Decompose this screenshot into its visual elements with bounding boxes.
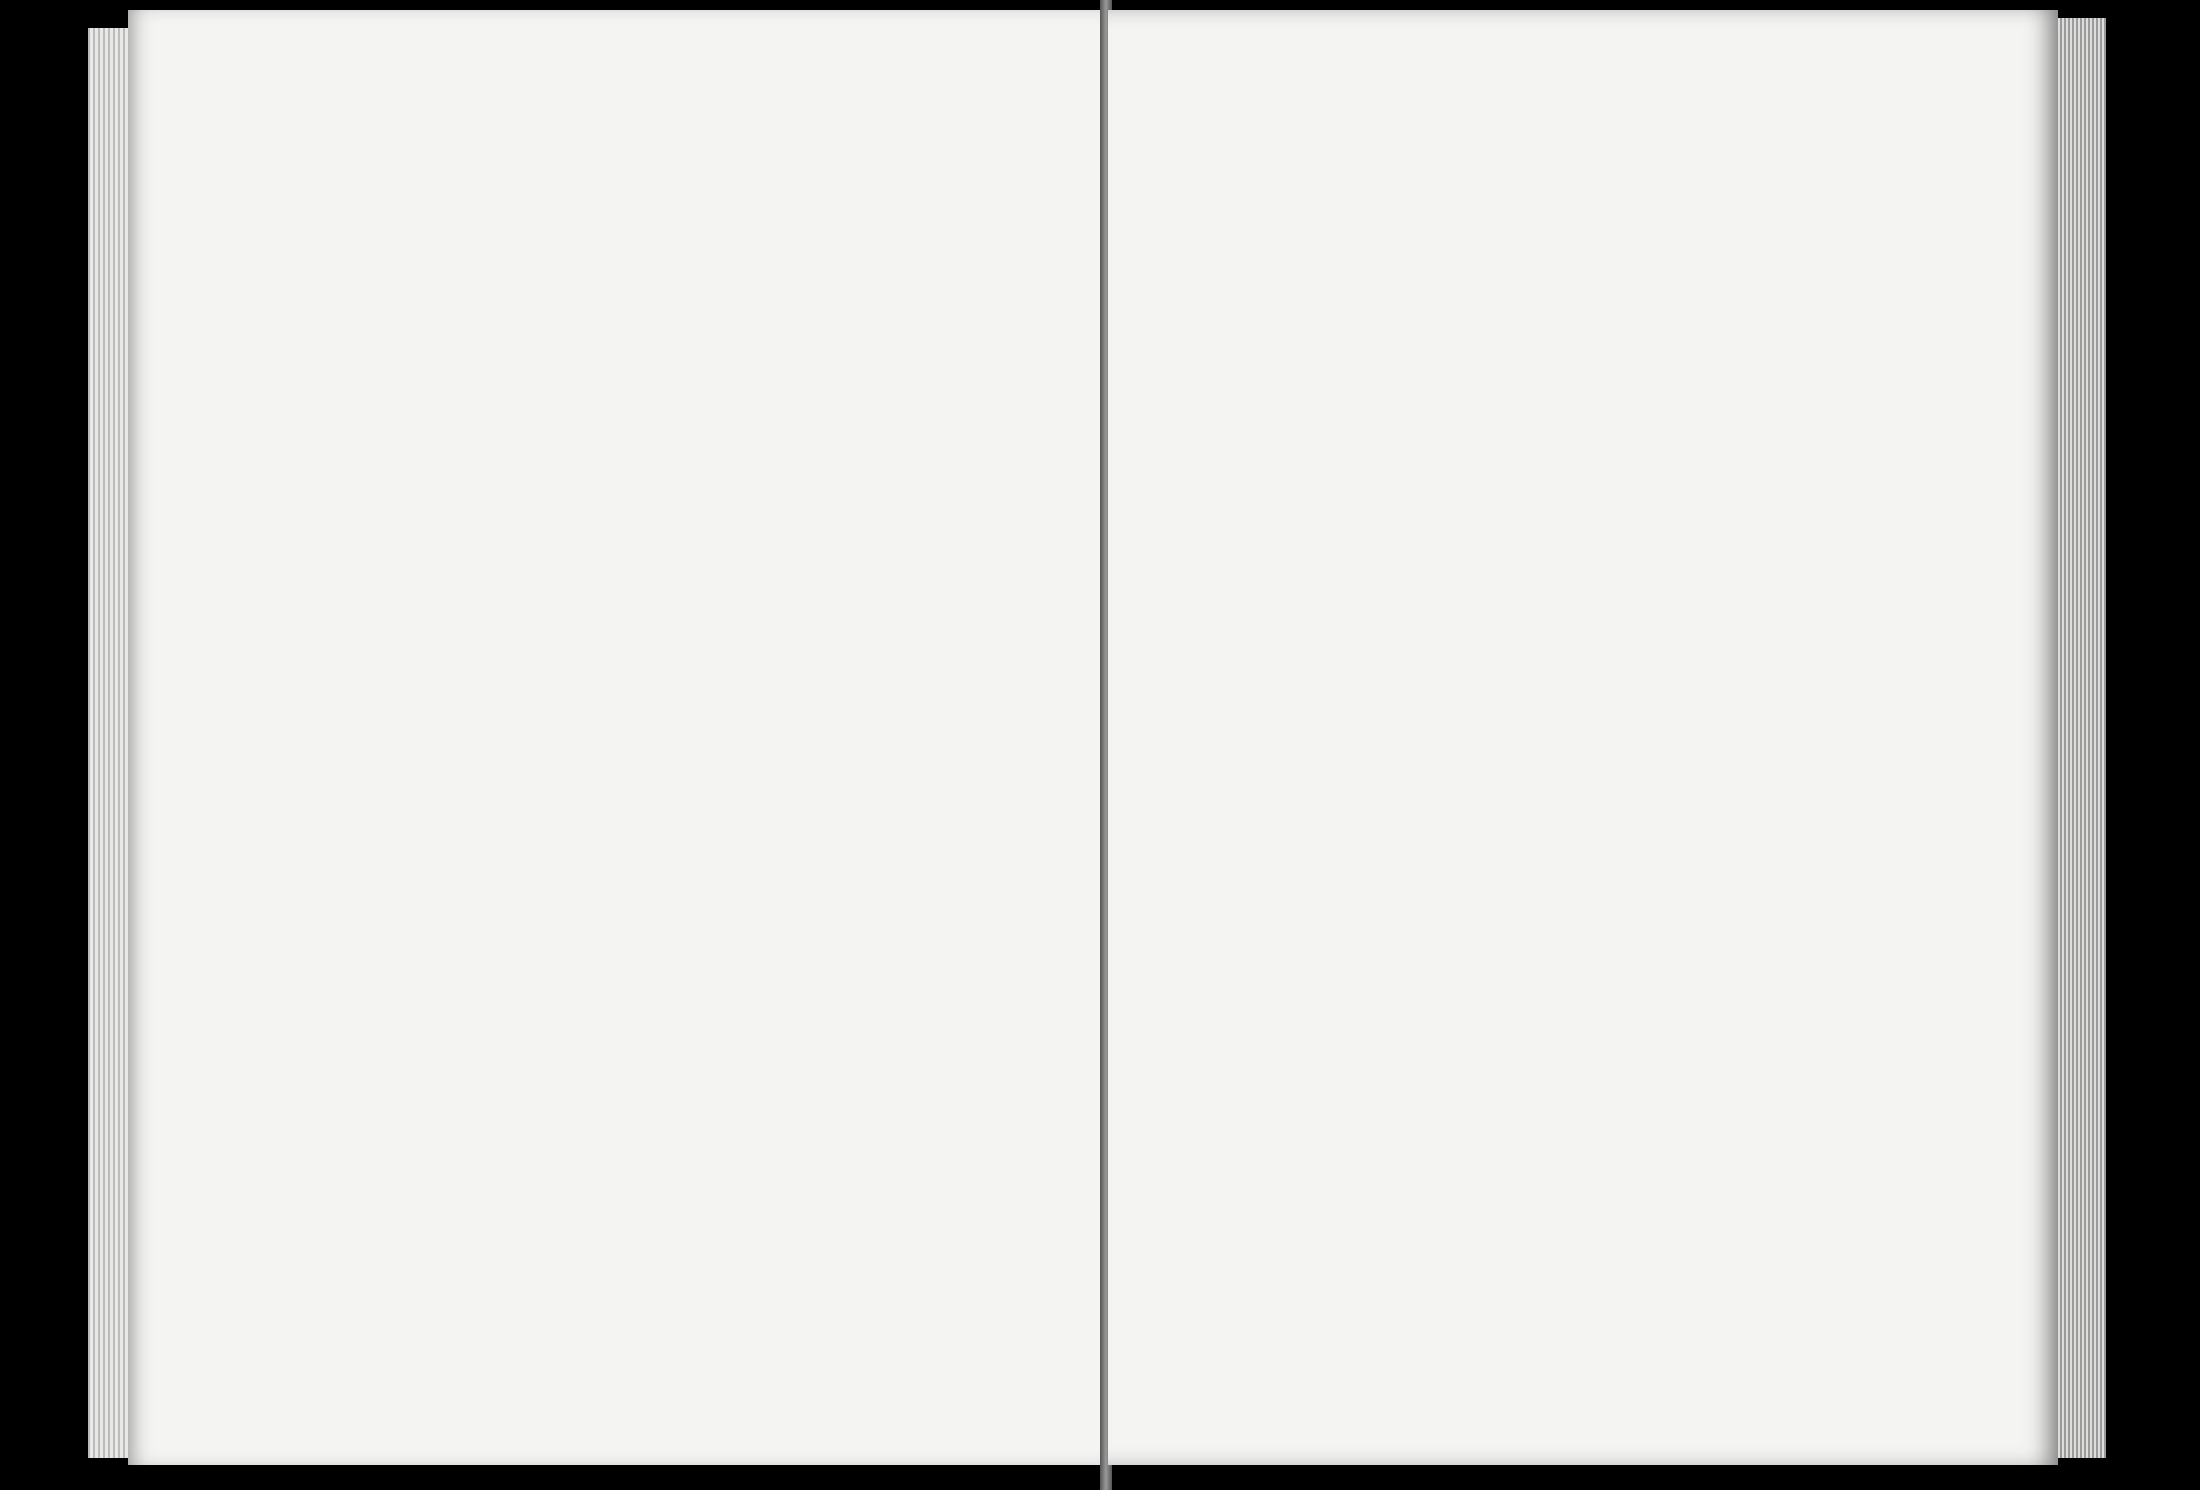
book-page-edges-right	[2058, 18, 2106, 1458]
left-page-grid	[128, 10, 1103, 1465]
left-page	[128, 10, 1103, 1465]
book-page-edges-left	[88, 28, 128, 1458]
right-page-grid	[1108, 10, 2058, 1465]
right-page	[1108, 10, 2058, 1465]
